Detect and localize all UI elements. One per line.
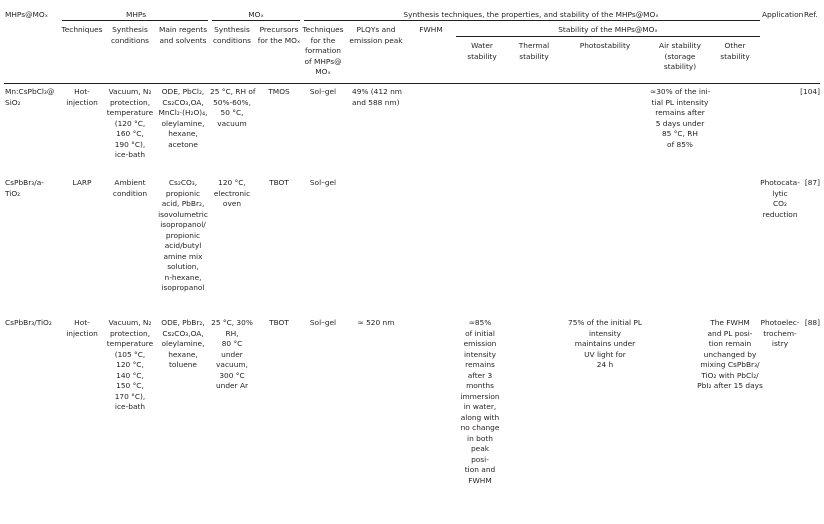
row3-synthesis-conditions: Vacuum, N₂ protection, temperature (105 °C, 120 °C, 140 °C, 150 °C, 170 °C), ice-bath <box>106 318 154 411</box>
row1-tech-formation: Sol–gel <box>309 87 337 96</box>
row3-material: CsPbBr₃/TiO₂ <box>5 318 52 327</box>
header-bottom-rule <box>4 83 820 84</box>
row1-air-stability: ≈30% of the ini- tial PL intensity remains after 5 days under 85 °C, RH of 85% <box>650 87 711 149</box>
header-rule-stability <box>456 36 760 37</box>
row2-synthesis-conditions: Ambient condition <box>112 178 148 198</box>
header-stability-group: Stability of the MHPs@MOₓ <box>558 25 658 34</box>
row2-application: Photocata- lytic CO₂ reduction <box>760 178 800 219</box>
header-air-stability: Air stability (storage stability) <box>659 41 701 71</box>
row3-water-stability: ≈85% of initial emission intensity remains after 3 months immersion in water, along with no change in both peak posi- tion and FWHM <box>460 318 500 485</box>
header-thermal-stability: Thermal stability <box>518 41 550 61</box>
row1-mox-synthesis-conditions: 25 °C, RH of 50%-60%, 50 °C, vacuum <box>210 87 256 128</box>
row3-other-stability: The FWHM and PL posi- tion remain unchanged by mixing CsPbBr₃/ TiO₂ with PbCl₂/ PbI₂ after 15 days <box>697 318 763 390</box>
header-mhps-techniques: Techniques <box>61 25 103 34</box>
row1-precursors: TMOS <box>268 87 290 96</box>
row2-main-regents: Cs₂CO₃, propionic acid, PbBr₂, isovolumetric isopropanol/ propionic acid/butyl amine mix solution, n-hexane, isopropanol <box>158 178 208 292</box>
header-fwhm: FWHM <box>419 25 443 34</box>
header-application: Application <box>762 10 804 19</box>
header-water-stability: Water stability <box>467 41 497 61</box>
row3-techniques: Hot- injection <box>66 318 98 338</box>
header-main-regents-text: Main regents and solvents <box>158 25 208 45</box>
header-rule-mox <box>212 20 300 21</box>
row2-material: CsPbBr₃/a- TiO₂ <box>5 178 44 198</box>
row2-tech-formation: Sol–gel <box>309 178 337 187</box>
header-photostability: Photostability <box>579 41 631 50</box>
row1-material: Mn:CsPbCl₃@ SiO₂ <box>5 87 55 107</box>
header-mox-synthesis-conditions: Synthesis conditions <box>212 25 252 45</box>
row2-mox-synthesis-conditions: 120 °C, electronic oven <box>213 178 251 208</box>
row3-ref: [88] <box>804 318 820 327</box>
row2-precursors: TBOT <box>269 178 289 187</box>
row3-main-regents: ODE, PbBr₂, Cs₂CO₃,OA, oleylamine, hexane, toluene <box>161 318 205 369</box>
row3-precursors: TBOT <box>269 318 289 327</box>
row1-ref: [104] <box>800 87 820 96</box>
header-plqys: PLQYs and emission peak <box>349 25 403 45</box>
header-rule-synthesis <box>304 20 760 21</box>
row3-photostability: 75% of the initial PL intensity maintains under UV light for 24 h <box>568 318 642 369</box>
row1-main-regents: ODE, PbCl₂, Cs₂CO₃,OA, MnCl₂·(H₂O)₄, oleylamine, hexane, acetone <box>158 87 208 149</box>
row3-application: Photoelec- trochem- istry <box>760 318 800 348</box>
header-group-mhps: MHPs <box>125 10 147 19</box>
header-mhps-at-mox: MHPs@MOₓ <box>5 10 48 19</box>
header-mox-precursors: Precursors for the MOₓ <box>257 25 301 45</box>
row3-mox-synthesis-conditions: 25 °C, 30% RH, 80 °C under vacuum, 300 °C under Ar <box>211 318 253 390</box>
row3-tech-formation: Sol–gel <box>309 318 337 327</box>
row1-synthesis-conditions: Vacuum, N₂ protection, temperature (120 °C, 160 °C, 190 °C), ice-bath <box>106 87 154 159</box>
row2-ref: [87] <box>804 178 820 187</box>
header-rule-mhps <box>62 20 208 21</box>
header-mhps-synthesis-conditions: Synthesis conditions <box>110 25 150 45</box>
row1-plqys: 49% (412 nm and 588 nm) <box>352 87 402 107</box>
row2-techniques: LARP <box>72 178 92 187</box>
row3-plqys: ≈ 520 nm <box>357 318 395 327</box>
header-tech-formation: Techniques for the formation of MHPs@ MOₓ <box>302 25 344 76</box>
header-ref: Ref. <box>804 10 818 19</box>
header-group-mox: MOₓ <box>248 10 264 19</box>
row1-techniques: Hot- injection <box>66 87 98 107</box>
header-group-synthesis: Synthesis techniques, the properties, and stability of the MHPs@MOₓ <box>403 10 659 19</box>
header-other-stability: Other stability <box>720 41 750 61</box>
